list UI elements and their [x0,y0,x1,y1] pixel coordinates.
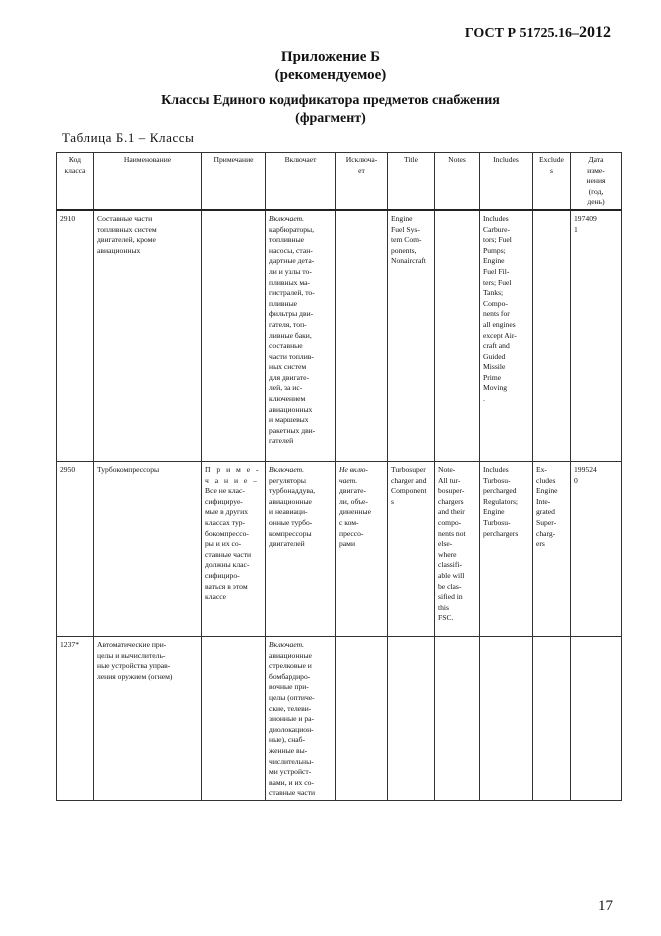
col-header-code: Код класса [57,153,94,210]
cell-includes [266,461,336,636]
cell-notes [435,210,480,462]
section-title-line1: Классы Единого кодификатора предметов снабжения [161,93,500,108]
table-row [57,636,622,800]
cell-note [202,461,266,636]
cell-excludes-en [533,210,571,462]
standard-year: 2012 [579,24,611,41]
cell-title: Engine Fuel Sys- tem Com- ponents, Nonaircraft [388,210,435,462]
classes-table [56,152,622,801]
includes-lead: Включает. [269,464,305,474]
section-title-line2: (фрагмент) [295,111,366,126]
cell-code: 2950 [57,461,94,636]
cell-title [388,636,435,800]
appendix-subtitle: (рекомендуемое) [274,67,387,83]
note-lead: П р и м е - ч а н и е – [205,464,261,485]
col-header-includes: Включает [266,153,336,210]
cell-notes [435,636,480,800]
col-header-note: Примечание [202,153,266,210]
cell-excludes [336,210,388,462]
cell-note [202,636,266,800]
table-row [57,210,622,462]
section-heading [0,92,661,128]
note-text: Все не клас- сифицируе- мые в других классах тур- бокомпрессо- ры и их со- ставные части должны клас- сифициро- ваться в этом классе [205,486,252,602]
table-row [57,461,622,636]
appendix-title: Приложение Б [280,49,381,65]
col-header-name: Наименование [94,153,202,210]
cell-includes-en: Includes Turbosu- percharged Regulators; Engine Turbosu- perchargers [480,461,533,636]
cell-date: 197409 1 [571,210,622,462]
cell-date: 199524 0 [571,461,622,636]
includes-lead: Включает. [269,639,305,649]
col-header-notes: Notes [435,153,480,210]
col-header-includes-en: Includes [480,153,533,210]
cell-includes [266,210,336,462]
cell-excludes [336,461,388,636]
cell-name: Автоматические при- целы и вычислитель- ные устройства управ- ления оружием (огнем) [94,636,202,800]
cell-includes-en [480,636,533,800]
cell-code: 1237* [57,636,94,800]
cell-name: Составные части топливных систем двигателей, кроме авиационных [94,210,202,462]
header-row [57,153,622,210]
table-caption: Таблица Б.1 – Классы [62,130,195,145]
cell-includes-en: Includes Carbure- tors; Fuel Pumps; Engine Fuel Fil- ters; Fuel Tanks; Compo- nents for all engines except Air- craft and Guided Missile Prime Moving . [480,210,533,462]
cell-excludes [336,636,388,800]
excludes-text: двигате- ли, объе- диненные с ком- прессо- рами [339,486,371,549]
col-header-date: Дата изме- нения (год, день) [571,153,622,210]
cell-excludes-en: Ex- cludes Engine Inte- grated Super- charg- ers [533,461,571,636]
col-header-title: Title [388,153,435,210]
cell-excludes-en [533,636,571,800]
includes-text: регуляторы турбонаддува, авиационные и неавиаци- онные турбо- компрессоры двигателей [269,475,316,549]
includes-lead: Включает. [269,213,305,223]
page-number: 17 [598,898,613,914]
includes-text: карбюраторы, топливные насосы, стан- дартные дета- ли и узлы то- пливных ма- гистралей, то- пливные фильтры дви- гателя, топ- ливные баки, составные части топлив- ных систем для двигате- лей, за ис- ключением авиационных и маршевых ракетных дви- гателей [269,224,316,446]
cell-includes [266,636,336,800]
cell-name: Турбокомпрессоры [94,461,202,636]
cell-title: Turbosuper charger and Component s [388,461,435,636]
cell-note [202,210,266,462]
standard-designation [465,24,611,42]
col-header-excludes-en: Exclude s [533,153,571,210]
excludes-lead: Не вклю- чает. [339,464,368,485]
col-header-excludes: Исключа- ет [336,153,388,210]
cell-date [571,636,622,800]
cell-code: 2910 [57,210,94,462]
standard-code: ГОСТ Р 51725.16– [464,26,579,41]
appendix-heading [0,48,661,84]
cell-notes: Note- All tur- bosuper- chargers and their compo- nents not else- where classifi- able will be clas- sified in this FSC. [435,461,480,636]
includes-text: авиационные стрелковые и бомбардиро- вочные при- целы (оптиче- ские, телеви- зионные и ра- диолокацион- ные), снаб- женные вы- числительны- ми устройст- вами, и их со- ставные части [269,650,316,798]
